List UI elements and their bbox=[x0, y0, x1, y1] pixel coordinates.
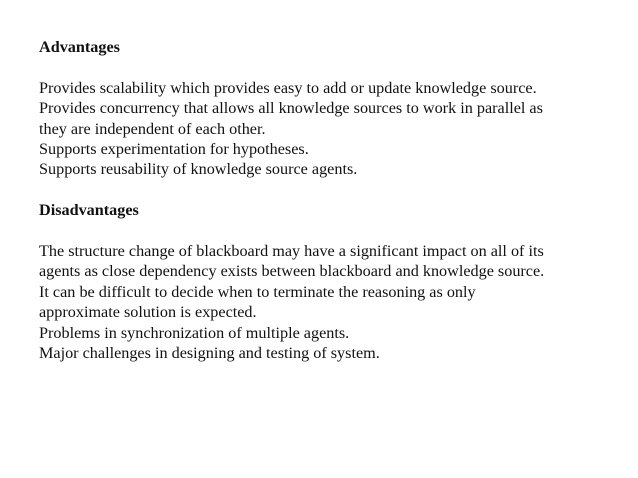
advantages-list bbox=[39, 78, 629, 180]
advantages-line: Supports experimentation for hypotheses. bbox=[39, 140, 309, 159]
spacer bbox=[39, 57, 629, 77]
disadvantages-list bbox=[39, 241, 629, 363]
spacer bbox=[39, 221, 629, 241]
advantages-line: they are independent of each other. bbox=[39, 119, 266, 138]
spacer bbox=[39, 180, 629, 200]
disadvantages-line: The structure change of blackboard may have a significant impact on all of its bbox=[39, 242, 544, 261]
disadvantages-heading: Disadvantages bbox=[39, 201, 139, 220]
advantages-heading: Advantages bbox=[39, 38, 120, 56]
advantages-line: Supports reusability of knowledge source agents. bbox=[39, 160, 358, 179]
disadvantages-line: It can be difficult to decide when to terminate the reasoning as only bbox=[39, 282, 476, 301]
advantages-line: Provides scalability which provides easy to add or update knowledge source. bbox=[39, 78, 537, 97]
advantages-line: Provides concurrency that allows all knowledge sources to work in parallel as bbox=[39, 99, 543, 118]
disadvantages-line: Problems in synchronization of multiple agents. bbox=[39, 323, 350, 342]
disadvantages-line: agents as close dependency exists between blackboard and knowledge source. bbox=[39, 262, 545, 281]
disadvantages-line: approximate solution is expected. bbox=[39, 303, 257, 322]
disadvantages-line: Major challenges in designing and testing of system. bbox=[39, 344, 380, 363]
slide-content bbox=[39, 37, 629, 363]
